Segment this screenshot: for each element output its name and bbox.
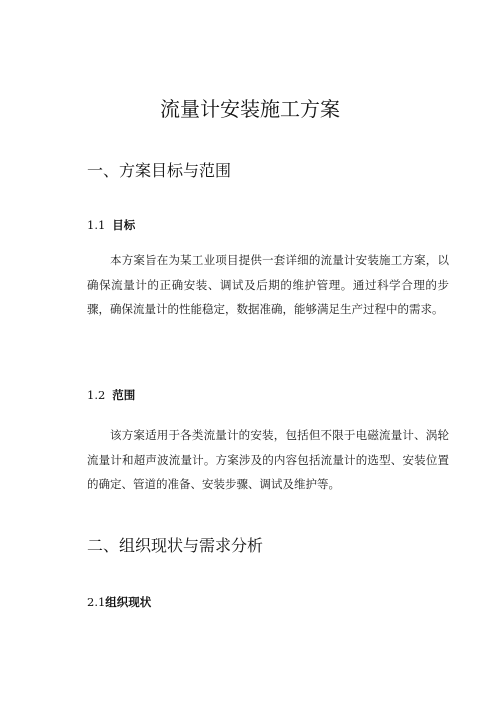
subsection-heading-2-1 [87,594,151,610]
section-heading-1: 一、方案目标与范围 [87,161,232,180]
paragraph-1-1: 本方案旨在为某工业项目提供一套详细的流量计安装施工方案，以确保流量计的正确安装、调试及后期的维护管理。通过科学合理的步骤，确保流量计的性能稳定，数据准确，能够满足生产过程中的需求。 [87,253,449,316]
section-heading-2: 二、组织现状与需求分析 [87,536,264,555]
subsection-heading-1-2 [87,387,135,403]
subsection-heading-1-1 [87,217,135,233]
subsection-label: 范围 [112,388,136,402]
subsection-label: 目标 [112,218,136,232]
paragraph-1-2: 该方案适用于各类流量计的安装，包括但不限于电磁流量计、涡轮流量计和超声波流量计。方案涉及的内容包括流量计的选型、安装位置的确定、管道的准备、安装步骤、调试及维护等。 [87,428,449,491]
subsection-label: 组织现状 [105,595,152,609]
subsection-number: 2.1 [87,595,106,609]
document-title: 流量计安装施工方案 [160,97,340,121]
subsection-number: 1.1 [87,218,106,232]
subsection-number: 1.2 [87,388,106,402]
